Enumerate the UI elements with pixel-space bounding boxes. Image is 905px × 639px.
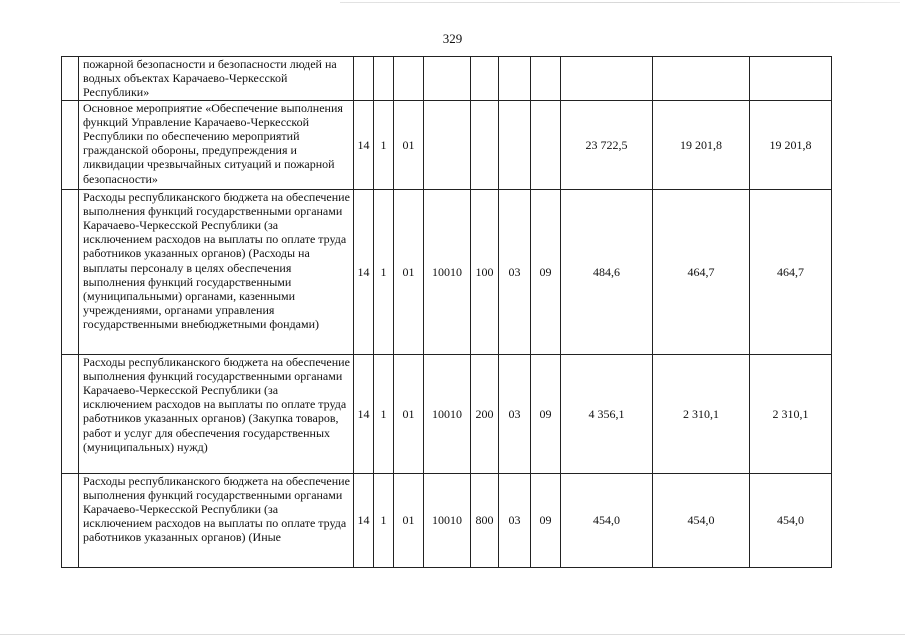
scan-edge-top	[340, 2, 900, 3]
row-description: Расходы республиканского бюджета на обеспечение выполнения функций государственными органами Карачаево-Черкесской Республики (за исключением расходов на выплаты по оплате труда работников указанных органов) (Закупка товаров, работ и услуг для обеспечения государственных (муниципальных) нужд)	[79, 354, 354, 473]
code-cell: 1	[374, 473, 394, 567]
table-row	[62, 189, 832, 354]
amount-cell: 454,0	[561, 473, 653, 567]
table-row	[62, 57, 832, 101]
code-cell: 14	[354, 473, 374, 567]
code-cell	[424, 57, 471, 101]
row-description: Расходы республиканского бюджета на обеспечение выполнения функций государственными органами Карачаево-Черкесской Республики (за исключением расходов на выплаты по оплате труда работников указанных органов) (Иные	[79, 473, 354, 567]
code-cell: 03	[499, 189, 531, 354]
code-cell: 03	[499, 473, 531, 567]
amount-cell: 23 722,5	[561, 100, 653, 189]
code-cell: 1	[374, 100, 394, 189]
code-cell: 1	[374, 354, 394, 473]
scan-edge-bottom	[0, 634, 905, 635]
code-cell	[499, 100, 531, 189]
code-cell	[374, 57, 394, 101]
amount-cell: 19 201,8	[750, 100, 832, 189]
code-cell: 01	[394, 473, 424, 567]
code-cell: 10010	[424, 473, 471, 567]
row-marker-cell	[62, 100, 79, 189]
amount-cell	[561, 57, 653, 101]
row-marker-cell	[62, 354, 79, 473]
table-row	[62, 473, 832, 567]
table-row	[62, 354, 832, 473]
amount-cell: 2 310,1	[750, 354, 832, 473]
code-cell: 01	[394, 100, 424, 189]
code-cell: 03	[499, 354, 531, 473]
code-cell: 09	[531, 473, 561, 567]
row-description: пожарной безопасности и безопасности людей на водных объектах Карачаево-Черкесской Республики»	[79, 57, 354, 101]
amount-cell: 464,7	[653, 189, 750, 354]
budget-table	[61, 56, 832, 568]
code-cell	[354, 57, 374, 101]
amount-cell: 2 310,1	[653, 354, 750, 473]
code-cell	[499, 57, 531, 101]
code-cell: 09	[531, 189, 561, 354]
row-marker-cell	[62, 57, 79, 101]
code-cell: 14	[354, 189, 374, 354]
amount-cell	[653, 57, 750, 101]
amount-cell: 19 201,8	[653, 100, 750, 189]
amount-cell: 454,0	[653, 473, 750, 567]
amount-cell: 464,7	[750, 189, 832, 354]
table-row	[62, 100, 832, 189]
code-cell: 09	[531, 354, 561, 473]
amount-cell: 4 356,1	[561, 354, 653, 473]
code-cell: 14	[354, 100, 374, 189]
code-cell	[471, 57, 499, 101]
row-marker-cell	[62, 189, 79, 354]
code-cell: 01	[394, 354, 424, 473]
code-cell	[394, 57, 424, 101]
code-cell: 1	[374, 189, 394, 354]
code-cell	[424, 100, 471, 189]
code-cell	[471, 100, 499, 189]
amount-cell: 484,6	[561, 189, 653, 354]
amount-cell: 454,0	[750, 473, 832, 567]
page-number: 329	[442, 31, 463, 46]
code-cell: 10010	[424, 354, 471, 473]
code-cell: 01	[394, 189, 424, 354]
row-marker-cell	[62, 473, 79, 567]
amount-cell	[750, 57, 832, 101]
row-description: Основное мероприятие «Обеспечение выполнения функций Управление Карачаево-Черкесской Республики по обеспечению мероприятий гражданской обороны, предупреждения и ликвидации чрезвычайных ситуаций и пожарной безопасности»	[79, 100, 354, 189]
code-cell: 14	[354, 354, 374, 473]
code-cell: 100	[471, 189, 499, 354]
code-cell: 10010	[424, 189, 471, 354]
code-cell: 200	[471, 354, 499, 473]
code-cell: 800	[471, 473, 499, 567]
code-cell	[531, 100, 561, 189]
row-description: Расходы республиканского бюджета на обеспечение выполнения функций государственными органами Карачаево-Черкесской Республики (за исключением расходов на выплаты по оплате труда работников указанных органов) (Расходы на выплаты персоналу в целях обеспечения выполнения функций государственными (муниципальными) органами, казенными учреждениями, органами управления государственными внебюджетными фондами)	[79, 189, 354, 354]
code-cell	[531, 57, 561, 101]
